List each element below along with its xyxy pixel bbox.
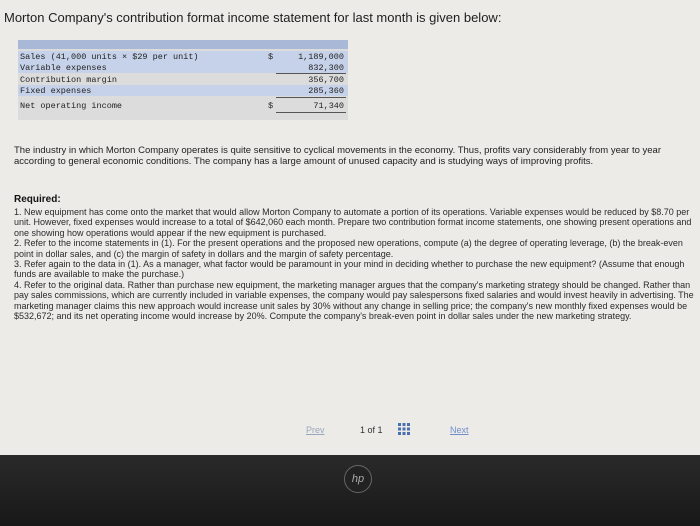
next-link[interactable]: Next (450, 425, 469, 435)
table-row (18, 51, 348, 62)
row-value: 356,700 (308, 75, 344, 85)
subtotal-rule (276, 97, 346, 98)
requirement-item: 4. Refer to the original data. Rather than purchase new equipment, the marketing manager argues that the company's marketing strategy should be changed. Rather than pay sales commissions, which are currently included in variable expenses, the company would pay salespersons fixed salaries and would invest heavily in advertising. The marketing manager claims this new approach would increase unit sales by 30% without any change in selling price; the company's new monthly fixed expenses would be $532,672; and its net operating income would increase by 20%. Compute the company's break-even point in dollar sales under the new marketing strategy. (14, 279, 694, 322)
required-heading: Required: (14, 194, 61, 205)
table-row (18, 74, 348, 85)
required-list (14, 207, 700, 321)
row-label: Fixed expenses (20, 86, 92, 96)
total-double-rule (276, 112, 346, 113)
prev-link[interactable]: Prev (306, 425, 325, 435)
row-value: 71,340 (313, 101, 344, 111)
hp-logo: hp (344, 465, 372, 493)
row-currency: $ (268, 101, 274, 111)
requirement-item: 2. Refer to the income statements in (1). For the present operations and the proposed new operations, compute (a) the degree of operating leverage, (b) the break-even point in dollar sales, and (c) the margin of safety in dollars and the margin of safety percentage. (14, 238, 683, 259)
grid-icon[interactable] (398, 423, 410, 435)
page-indicator: 1 of 1 (360, 425, 383, 435)
table-row (18, 85, 348, 96)
row-value: 285,360 (308, 86, 344, 96)
row-label: Contribution margin (20, 75, 117, 85)
requirement-item: 1. New equipment has come onto the market that would allow Morton Company to automate a portion of its operations. Variable expenses would be reduced by $8.70 per unit. However, fixed expenses would increase to a total of $642,060 each month. Prepare two contribution format income statements, one showing present operations and one showing how operations would appear if the new equipment is purchased. (14, 207, 692, 238)
row-label: Sales (41,000 units × $29 per unit) (20, 52, 199, 62)
row-value: 1,189,000 (298, 52, 344, 62)
page-title: Morton Company's contribution format income statement for last month is given below: (4, 10, 502, 25)
row-label: Variable expenses (20, 63, 107, 73)
row-value: 832,300 (308, 63, 344, 73)
table-header-bar (18, 40, 348, 49)
table-row (18, 62, 348, 73)
income-statement-table (18, 40, 348, 120)
table-row (18, 100, 348, 111)
intro-paragraph: The industry in which Morton Company operates is quite sensitive to cyclical movements in the economy. Thus, profits vary considerably from year to year according to general economic conditions. The company has a large amount of unused capacity and is studying ways of improving profits. (14, 145, 661, 167)
requirement-item: 3. Refer again to the data in (1). As a manager, what factor would be paramount in your mind in deciding whether to purchase the new equipment? (Assume that enough funds are available to make the purchase.) (14, 259, 685, 280)
row-currency: $ (268, 52, 274, 62)
row-label: Net operating income (20, 101, 123, 111)
